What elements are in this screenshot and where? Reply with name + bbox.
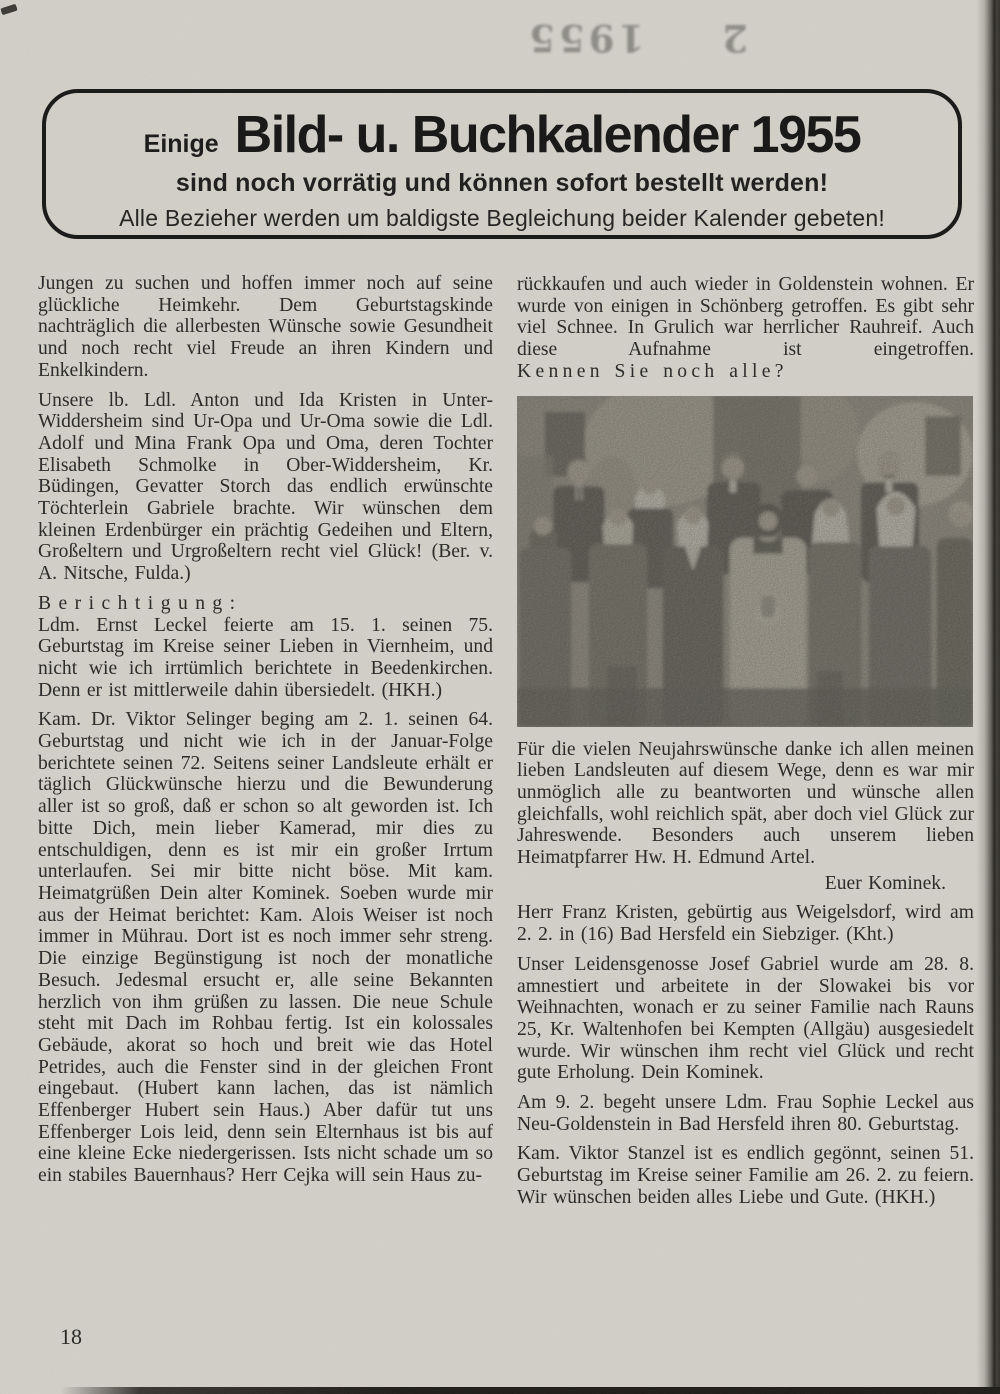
announcement-box bbox=[42, 89, 962, 239]
signature: Euer Kominek. bbox=[824, 872, 946, 894]
bottom-edge-shadow bbox=[0, 1387, 1000, 1394]
paragraph: Am 9. 2. begeht unsere Ldm. Frau Sophie Leckel aus Neu-Goldenstein in Bad Hersfeld ihren 80. Geburtstag. bbox=[517, 1092, 974, 1135]
paragraph bbox=[517, 274, 974, 383]
paragraph: Herr Franz Kristen, gebürtig aus Weigelsdorf, wird am 2. 2. in (16) Bad Hersfeld ein Siebziger. (Kht.) bbox=[517, 902, 974, 946]
announcement-subtitle: sind noch vorrätig und können sofort bestellt werden! bbox=[175, 169, 829, 197]
paragraph: Unsere lb. Ldl. Anton und Ida Kristen in Unter-Widdersheim sind Ur-Opa und Ur-Oma sowie die Ldl. Adolf und Mina Frank Opa und Oma, deren Tochter Elisabeth Schmolke in Ober-Widdersheim, Kr. Büdingen, Gevatter Storch das endlich erwünschte Töchterlein Gabriele brachte. Wir wünschen dem kleinen Erdenbürger ein prächtig Gedeihen und Eltern, Großeltern und Urgroßeltern recht viel Glück! (Ber. v. A. Nitsche, Fulda.) bbox=[38, 389, 493, 585]
paragraph: Kam. Viktor Stanzel ist es endlich gegönnt, seinen 51. Geburtstag im Kreise seiner Familie am 26. 2. zu feiern. Wir wünschen beiden alles Liebe und Gute. (HKH.) bbox=[517, 1143, 974, 1208]
paragraph: Für die vielen Neujahrswünsche danke ich allen meinen lieben Landsleuten auf diesem Wege, denn es war mir unmöglich alle zu beantworten und wünsche allen gleichfalls, wohl reichlich spät, aber doch viel Glück zur Jahreswende. Besonders auch unserem lieben Heimatpfarrer Hw. H. Edmund Artel. bbox=[517, 738, 974, 869]
paragraph-text: rückkaufen und auch wieder in Goldenstein wohnen. Er wurde von einigen in Schönberg getroffen. Es gibt sehr viel Schnee. In Grulich war herrlicher Rauhreif. Auch diese Aufnahme ist eingetroffen. bbox=[517, 274, 974, 361]
page-number: 18 bbox=[60, 1324, 82, 1349]
announcement-note: Alle Bezieher werden um baldigste Begleichung beider Kalender gebeten! bbox=[119, 205, 885, 231]
paragraph: Kam. Dr. Viktor Selinger beging am 2. 1. seinen 64. Geburtstag und nicht wie ich in der Januar-Folge berichtete seinen 72. Seitens seiner Landsleute erhält er täglich Glückwünsche hierzu und die Bewunderung aller ist so groß, daß er schon so alt geworden ist. Ich bitte Dich, mein lieber Kamerad, mir dies zu entschuldigen, denn es ist mir ein großer Irrtum unterlaufen. Sei mir bitte nicht böse. Mit kam. Heimatgrüßen Dein alter Kominek. Soeben wurde mir aus der Heimat berichtet: Kam. Alois Weiser ist noch immer in Mührau. Dort ist es noch immer sehr streng. Die einzige Begünstigung ist noch der monatliche Besuch. Jedesmal ersucht er, alle seine Bekannten herzlich von ihm grüßen zu lassen. Die neue Schule steht mit Dach im Rohbau fertig. Ist ein kolossales Gebäude, akorat so hoch und breit wie das Hotel Petrides, auch die Fenster sind in der gleichen Front eingebaut. (Hubert kann lachen, das ist nämlich Effenberger Hubert sein Haus.) Aber dafür tut uns Effenberger Lois leid, denn sein Elternhaus ist bis auf eine kleine Ecke niedergerissen. Ists nicht schade um so ein stabiles Bauernhaus? Herr Cejka will sein Haus zu- bbox=[38, 709, 493, 1187]
paragraph: Jungen zu suchen und hoffen immer noch auf seine glückliche Heimkehr. Dem Geburtstagskinde nachträglich die allerbesten Wünsche sowie Gesundheit und noch recht viel Freude an ihren Kindern und Enkelkindern. bbox=[38, 273, 493, 381]
paragraph: Unser Leidensgenosse Josef Gabriel wurde am 28. 8. amnestiert und arbeitete in der Slowakei bis vor Weihnachten, wonach er zu seiner Familie nach Rauns 25, Kr. Waltenhofen bei Kempten (Allgäu) ausgesiedelt wurde. Wir wünschen ihm recht viel Glück und recht gute Erholung. Dein Kominek. bbox=[517, 953, 974, 1084]
scan-speck bbox=[0, 4, 17, 16]
left-column bbox=[38, 273, 493, 1195]
right-edge-shadow bbox=[976, 0, 1000, 1394]
announcement-title-row bbox=[46, 105, 958, 165]
right-column bbox=[517, 274, 974, 1217]
stamp-year: 1955 bbox=[525, 16, 645, 60]
paragraph: Ldm. Ernst Leckel feierte am 15. 1. seinen 75. Geburtstag im Kreise seiner Lieben in Viernheim, und nicht wie ich irrtümlich berichtete in Beedenkirchen. Denn er ist mittlerweile dahin übersiedelt. (HKH.) bbox=[38, 614, 493, 701]
issue-stamp bbox=[468, 10, 748, 66]
group-photo bbox=[517, 396, 973, 727]
announcement-prefix: Einige bbox=[143, 130, 219, 158]
announcement-title: Bild- u. Buchkalender 1955 bbox=[234, 106, 861, 164]
stamp-number: 2 bbox=[718, 16, 748, 60]
correction-heading: Berichtigung: bbox=[38, 592, 243, 614]
spaced-question: Kennen Sie noch alle? bbox=[517, 360, 788, 382]
